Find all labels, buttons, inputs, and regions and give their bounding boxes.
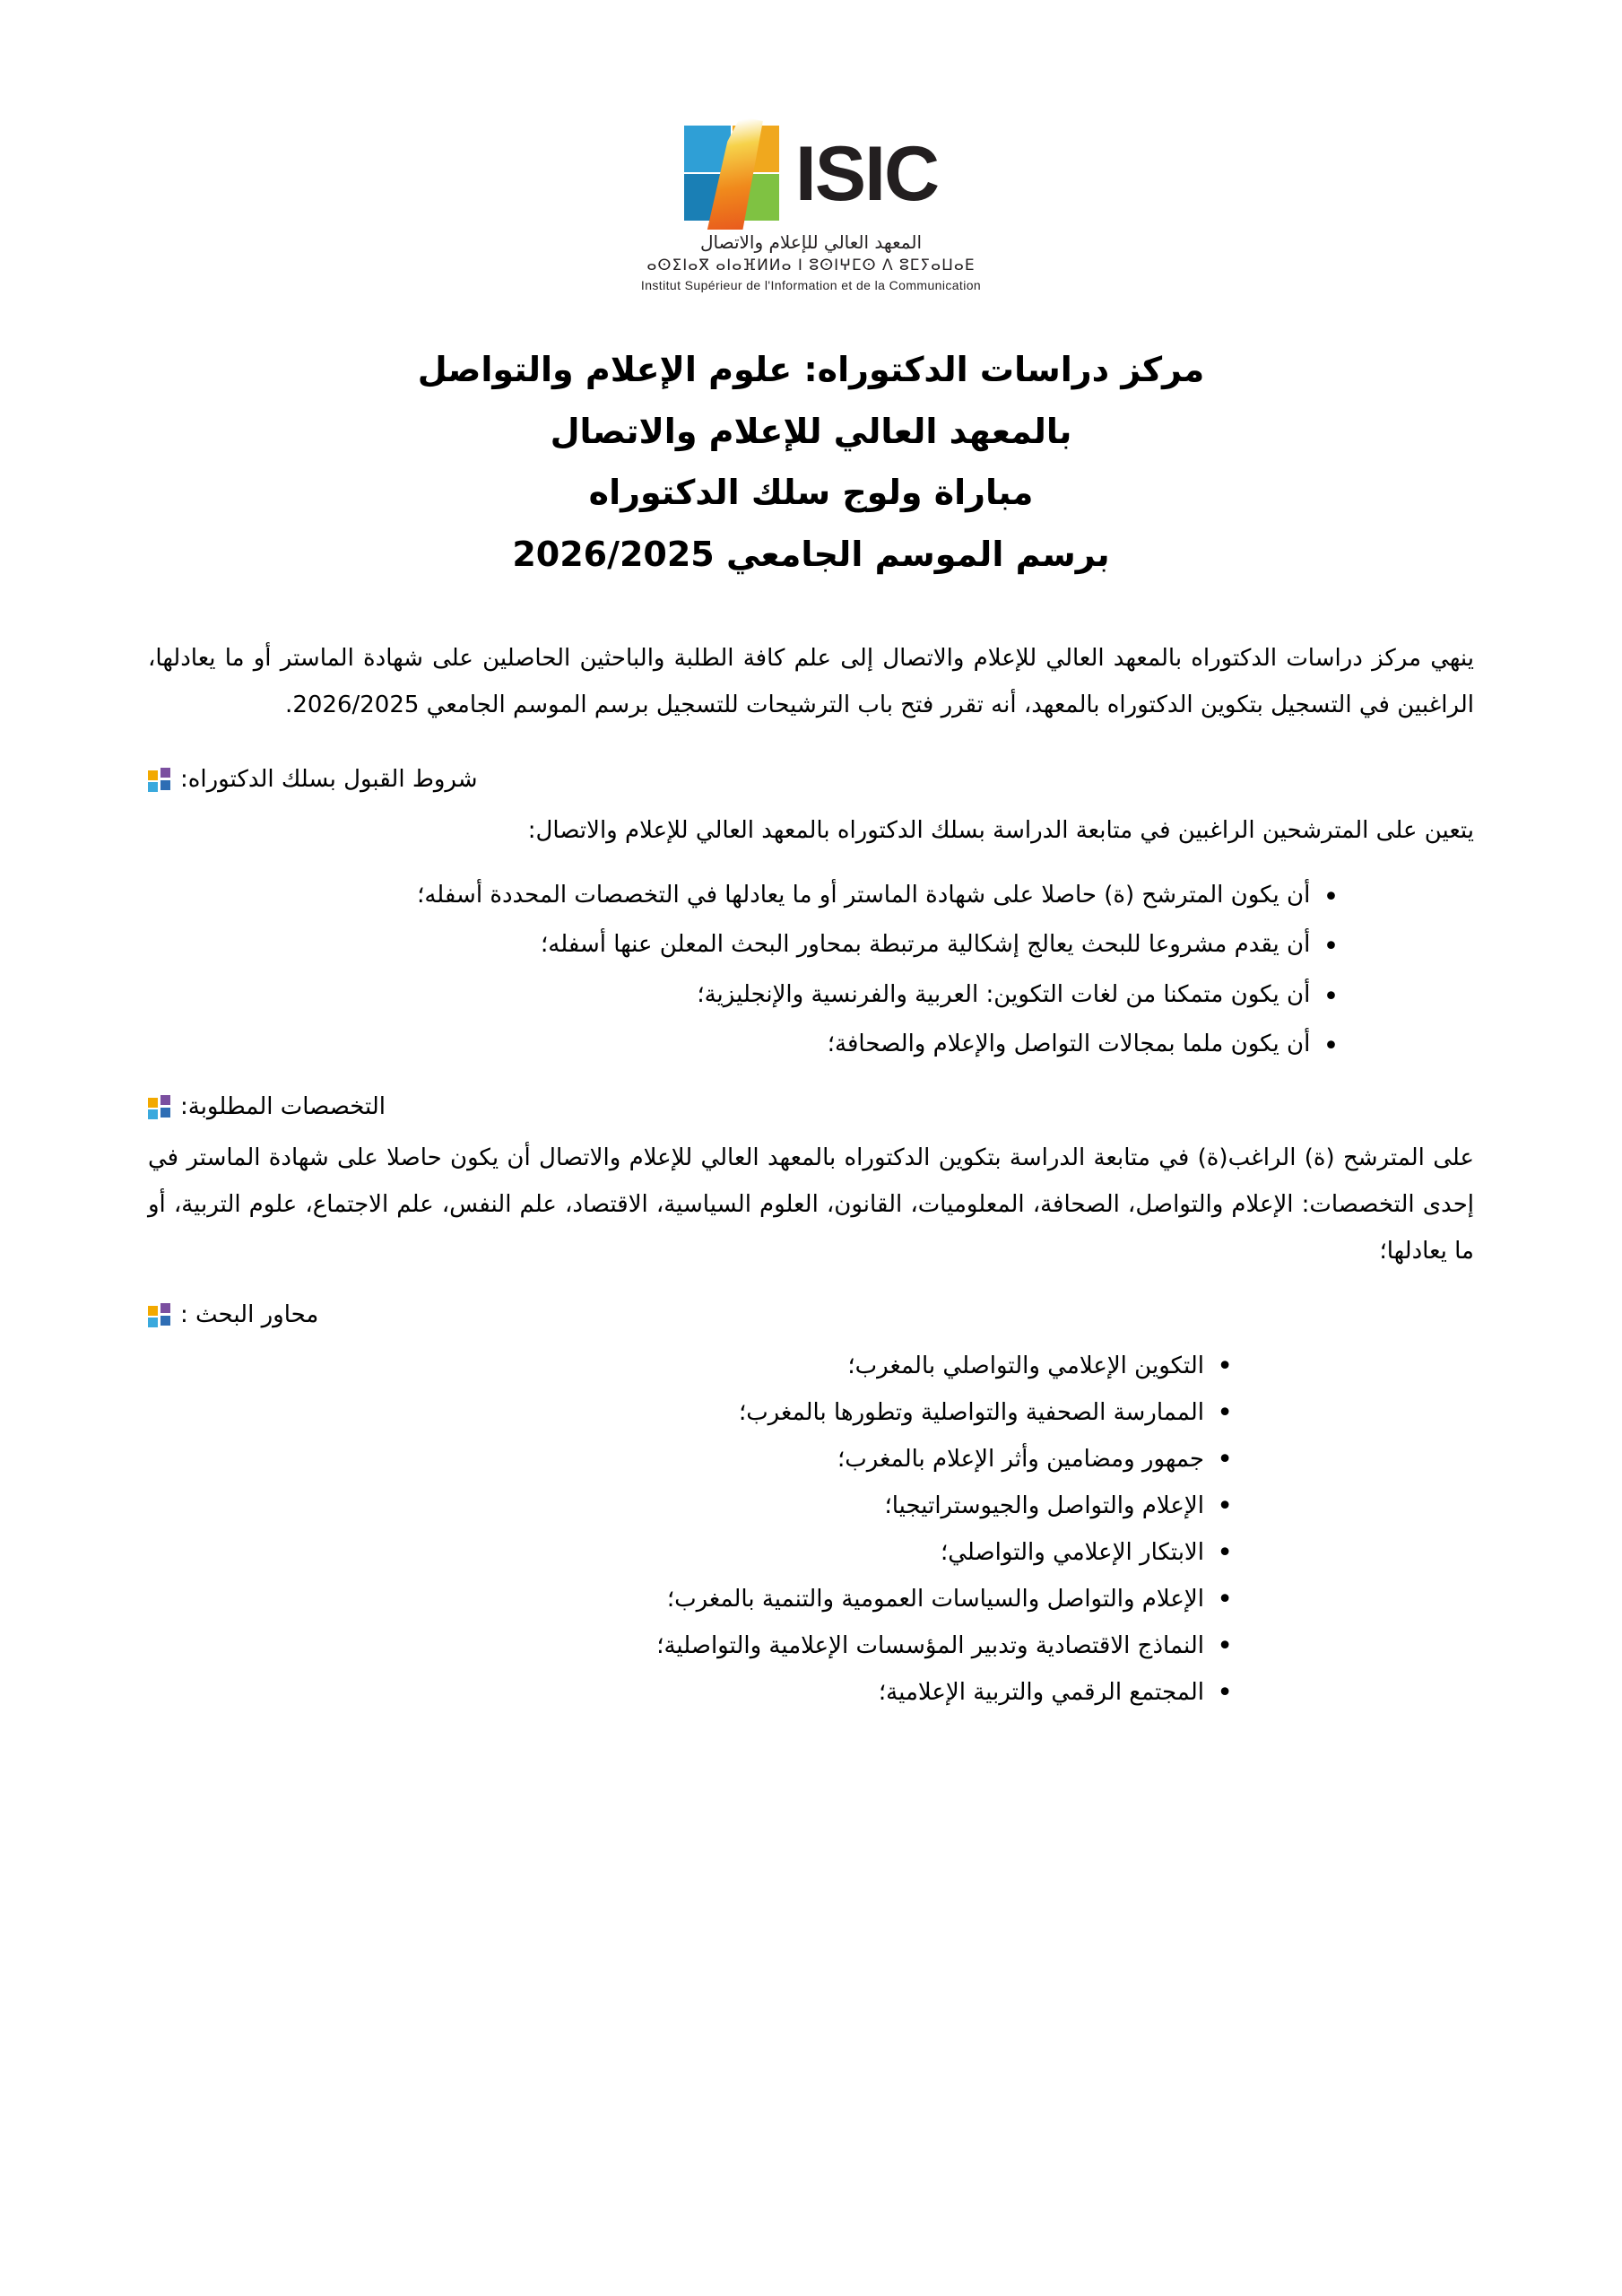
conditions-lead: يتعين على المترشحين الراغبين في متابعة الدراسة بسلك الدكتوراه بالمعهد العالي للإعلام والاتصال: — [527, 816, 1474, 844]
four-squares-icon — [148, 1095, 171, 1118]
list-item: • المجتمع الرقمي والتربية الإعلامية؛ — [382, 1669, 1240, 1716]
logo-mark-icon — [684, 126, 781, 222]
four-squares-icon — [148, 768, 171, 791]
logo-wordmark: ISIC — [794, 131, 939, 217]
logo-row — [684, 126, 938, 222]
list-item: • أن يكون ملما بمجالات التواصل والإعلام والصحافة؛ — [276, 1022, 1347, 1066]
list-item: • الممارسة الصحفية والتواصلية وتطورها بالمغرب؛ — [382, 1389, 1240, 1436]
title-line-1: مركز دراسات الدكتوراه: علوم الإعلام والتواصل — [417, 350, 1205, 389]
list-item: • جمهور ومضامين وأثر الإعلام بالمغرب؛ — [382, 1436, 1240, 1483]
section-heading-conditions — [148, 766, 1474, 793]
title-line-4 — [148, 526, 1474, 583]
section-heading-research-axes-label: محاور البحث : — [180, 1301, 319, 1329]
four-squares-icon — [148, 1303, 171, 1326]
list-item: • التكوين الإعلامي والتواصلي بالمغرب؛ — [382, 1343, 1240, 1389]
title-line-4-prefix: برسم الموسم الجامعي — [725, 535, 1110, 575]
list-item: • الإعلام والتواصل والسياسات العمومية والتنمية بالمغرب؛ — [382, 1576, 1240, 1622]
section-heading-specialties — [148, 1093, 1474, 1120]
specialties-paragraph: على المترشح (ة) الراغب(ة) في متابعة الدراسة بتكوين الدكتوراه بالمعهد العالي للإعلام والاتصال أن يكون حاصلا على شهادة الماستر في إحدى التخصصات: الإعلام والتواصل، الصحافة، المعلوميات، القانون، العلوم السياسية، الاقتصاد، علم النفس، علم الاجتماع، علوم التربية، أو ما يعادلها؛ — [148, 1144, 1474, 1265]
title-line-3: مباراة ولوج سلك الدكتوراه — [588, 473, 1034, 513]
conditions-list — [148, 874, 1474, 1067]
isic-logo — [148, 126, 1474, 292]
list-item: • أن يكون متمكنا من لغات التكوين: العربية والفرنسية والإنجليزية؛ — [276, 973, 1347, 1017]
title-line-2: بالمعهد العالي للإعلام والاتصال — [550, 411, 1072, 451]
logo-arabic-name: المعهد العالي للإعلام والاتصال — [699, 231, 923, 253]
section-heading-research-axes — [148, 1301, 1474, 1328]
list-item: • أن يقدم مشروعا للبحث يعالج إشكالية مرتبطة بمحاور البحث المعلن عنها أسفله؛ — [276, 923, 1347, 967]
intro-paragraph: ينهي مركز دراسات الدكتوراه بالمعهد العالي للإعلام والاتصال إلى علم كافة الطلبة والباحثين الحاصلين على شهادة الماستر أو ما يعادلها، الراغبين في التسجيل بتكوين الدكتوراه بالمعهد، أنه تقرر فتح باب الترشيحات للتسجيل برسم الموسم الجامعي 2026/2025. — [148, 644, 1474, 718]
list-item: • الإعلام والتواصل والجيوستراتيجيا؛ — [382, 1483, 1240, 1529]
page-title — [148, 342, 1474, 583]
logo-french-name: Institut Supérieur de l'Information et de la Communication — [640, 278, 982, 292]
list-item: • أن يكون المترشح (ة) حاصلا على شهادة الماستر أو ما يعادلها في التخصصات المحددة أسفله؛ — [276, 874, 1347, 918]
list-item: • الابتكار الإعلامي والتواصلي؛ — [382, 1529, 1240, 1576]
list-item: • النماذج الاقتصادية وتدبير المؤسسات الإعلامية والتواصلية؛ — [382, 1622, 1240, 1669]
section-heading-specialties-label: التخصصات المطلوبة: — [180, 1093, 386, 1121]
academic-year: 2026/2025 — [512, 535, 715, 575]
logo-tifinagh-name: ⴰⵙⵉⵏⴰⴳ ⴰⵏⴰⴼⵍⵍⴰ ⵏ ⵓⵙⵏⵖⵎⵙ ⴷ ⵓⵎⵢⴰⵡⴰⴹ — [646, 257, 976, 274]
section-heading-conditions-label: شروط القبول بسلك الدكتوراه: — [180, 765, 478, 793]
research-axes-list — [148, 1343, 1474, 1716]
